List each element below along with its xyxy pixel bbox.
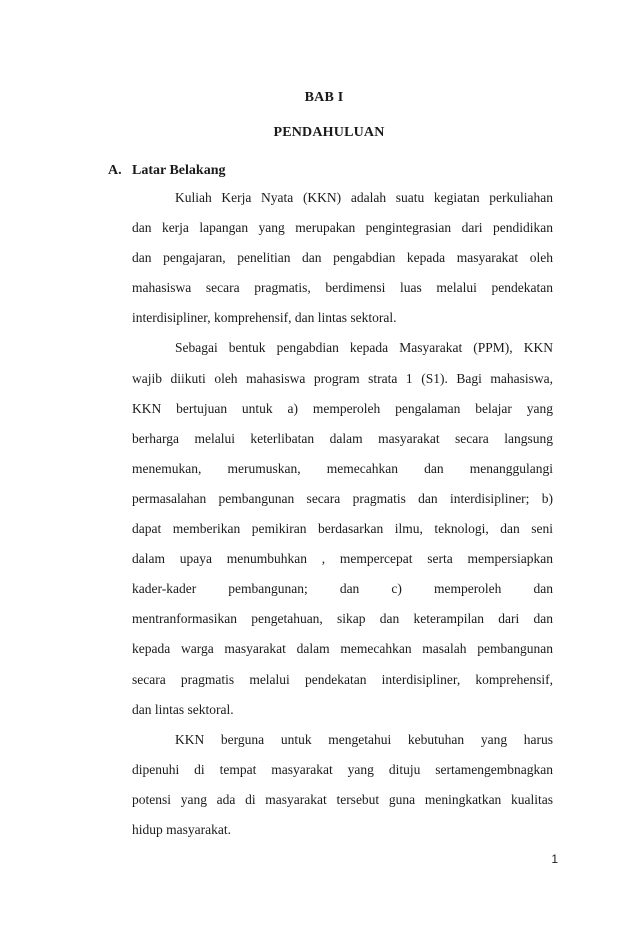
text-line: mentranformasikan pengetahuan, sikap dan keterampilan dari dan bbox=[132, 611, 553, 627]
text-line: potensi yang ada di masyarakat tersebut guna meningkatkan kualitas bbox=[132, 791, 553, 807]
chapter-heading: BAB I bbox=[304, 90, 344, 105]
text-line: KKN bertujuan untuk a) memperoleh pengalaman belajar yang bbox=[132, 400, 553, 416]
text-line: interdisipliner, komprehensif, dan lintas sektoral. bbox=[132, 310, 397, 326]
text-line: hidup masyarakat. bbox=[132, 821, 231, 837]
body-text bbox=[132, 183, 553, 845]
text-line: dan pengajaran, penelitian dan pengabdian kepada masyarakat oleh bbox=[132, 250, 553, 266]
page-number: 1 bbox=[551, 852, 558, 866]
section-heading-text: Latar Belakang bbox=[132, 163, 226, 178]
text-line: mahasiswa secara pragmatis, berdimensi luas melalui pendekatan bbox=[132, 280, 553, 296]
text-line: dan lintas sektoral. bbox=[132, 701, 234, 717]
text-line: dipenuhi di tempat masyarakat yang dituju sertamengembnagkan bbox=[132, 761, 553, 777]
text-line: Kuliah Kerja Nyata (KKN) adalah suatu kegiatan perkuliahan bbox=[175, 190, 553, 205]
text-line: wajib diikuti oleh mahasiswa program strata 1 (S1). Bagi mahasiswa, bbox=[132, 370, 553, 386]
text-line: berharga melalui keterlibatan dalam masyarakat secara langsung bbox=[132, 430, 553, 446]
text-line: dalam upaya menumbuhkan , mempercepat serta mempersiapkan bbox=[132, 551, 553, 567]
section-heading bbox=[108, 163, 225, 179]
text-line: secara pragmatis melalui pendekatan interdisipliner, komprehensif, bbox=[132, 671, 553, 687]
text-line: kepada warga masyarakat dalam memecahkan masalah pembangunan bbox=[132, 641, 553, 657]
chapter-title: PENDAHULUAN bbox=[273, 125, 385, 140]
text-line: KKN berguna untuk mengetahui kebutuhan yang harus bbox=[175, 731, 553, 747]
text-line: permasalahan pembangunan secara pragmatis dan interdisipliner; b) bbox=[132, 490, 553, 506]
text-line: dan kerja lapangan yang merupakan pengintegrasian dari pendidikan bbox=[132, 220, 553, 236]
section-letter: A. bbox=[108, 163, 122, 178]
text-line: dapat memberikan pemikiran berdasarkan ilmu, teknologi, dan seni bbox=[132, 521, 553, 537]
text-line: Sebagai bentuk pengabdian kepada Masyarakat (PPM), KKN bbox=[175, 340, 553, 356]
text-line: kader-kader pembangunan; dan c) memperoleh dan bbox=[132, 581, 553, 597]
text-line: menemukan, merumuskan, memecahkan dan menanggulangi bbox=[132, 460, 553, 476]
